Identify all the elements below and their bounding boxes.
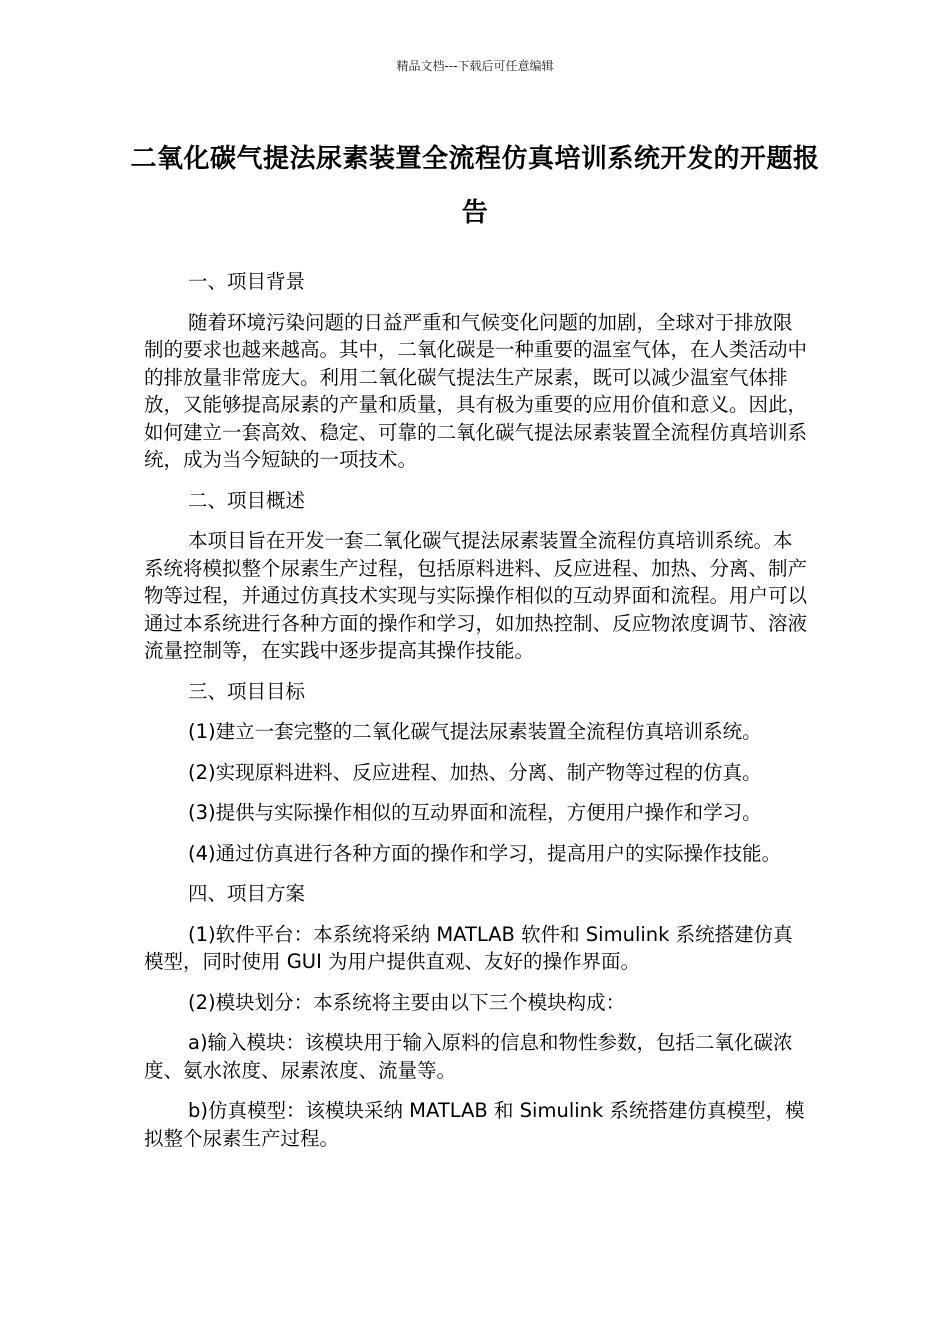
goal-item-2: (2)实现原料进料、反应进程、加热、分离、制产物等过程的仿真。 [188, 760, 762, 784]
plan-module-division: (2)模块划分：本系统将主要由以下三个模块构成： [188, 990, 626, 1014]
document-title: 二氧化碳气提法尿素装置全流程仿真培训系统开发的开题报告 [130, 144, 820, 228]
goal-item-4: (4)通过仿真进行各种方面的操作和学习，提高用户的实际操作技能。 [188, 841, 782, 865]
paragraph-background: 随着环境污染问题的日益严重和气候变化问题的加剧，全球对于排放限制的要求也越来越高。其中，二氧化碳是一种重要的温室气体，在人类活动中的排放量非常庞大。利用二氧化碳气提法生产尿素，既可以减少温室气体排放，又能够提高尿素的产量和质量，具有极为重要的应用价值和意义。因此，如何建立一套高效、稳定、可靠的二氧化碳气提法尿素装置全流程仿真培训系统，成为当今短缺的一项技术。 [144, 310, 808, 471]
section-heading-background: 一、项目背景 [188, 270, 306, 293]
document-body [144, 268, 810, 1165]
plan-simulation-model: b)仿真模型：该模块采纳 MATLAB 和 Simulink 系统搭建仿真模型，模拟整个尿素生产过程。 [144, 1099, 805, 1150]
goal-item-3: (3)提供与实际操作相似的互动界面和流程，方便用户操作和学习。 [188, 801, 762, 824]
section-heading-plan: 四、项目方案 [188, 882, 306, 905]
section-heading-goals: 三、项目目标 [188, 679, 306, 703]
goal-item-1: (1)建立一套完整的二氧化碳气提法尿素装置全流程仿真培训系统。 [188, 720, 762, 743]
paragraph-overview: 本项目旨在开发一套二氧化碳气提法尿素装置全流程仿真培训系统。本系统将模拟整个尿素生产过程，包括原料进料、反应进程、加热、分离、制产物等过程，并通过仿真技术实现与实际操作相似的互动界面和流程。用户可以通过本系统进行各种方面的操作和学习，如加热控制、反应物浓度调节、溶液流量控制等，在实践中逐步提高其操作技能。 [144, 529, 808, 662]
plan-input-module: a)输入模块：该模块用于输入原料的信息和物性参数，包括二氧化碳浓度、氨水浓度、尿素浓度、流量等。 [144, 1031, 793, 1082]
section-heading-overview: 二、项目概述 [188, 488, 306, 512]
plan-software-platform: (1)软件平台：本系统将采纳 MATLAB 软件和 Simulink 系统搭建仿真模型，同时使用 GUI 为用户提供直观、友好的操作界面。 [144, 922, 793, 973]
header-note: 精品文档---下载后可任意编辑 [396, 59, 554, 73]
